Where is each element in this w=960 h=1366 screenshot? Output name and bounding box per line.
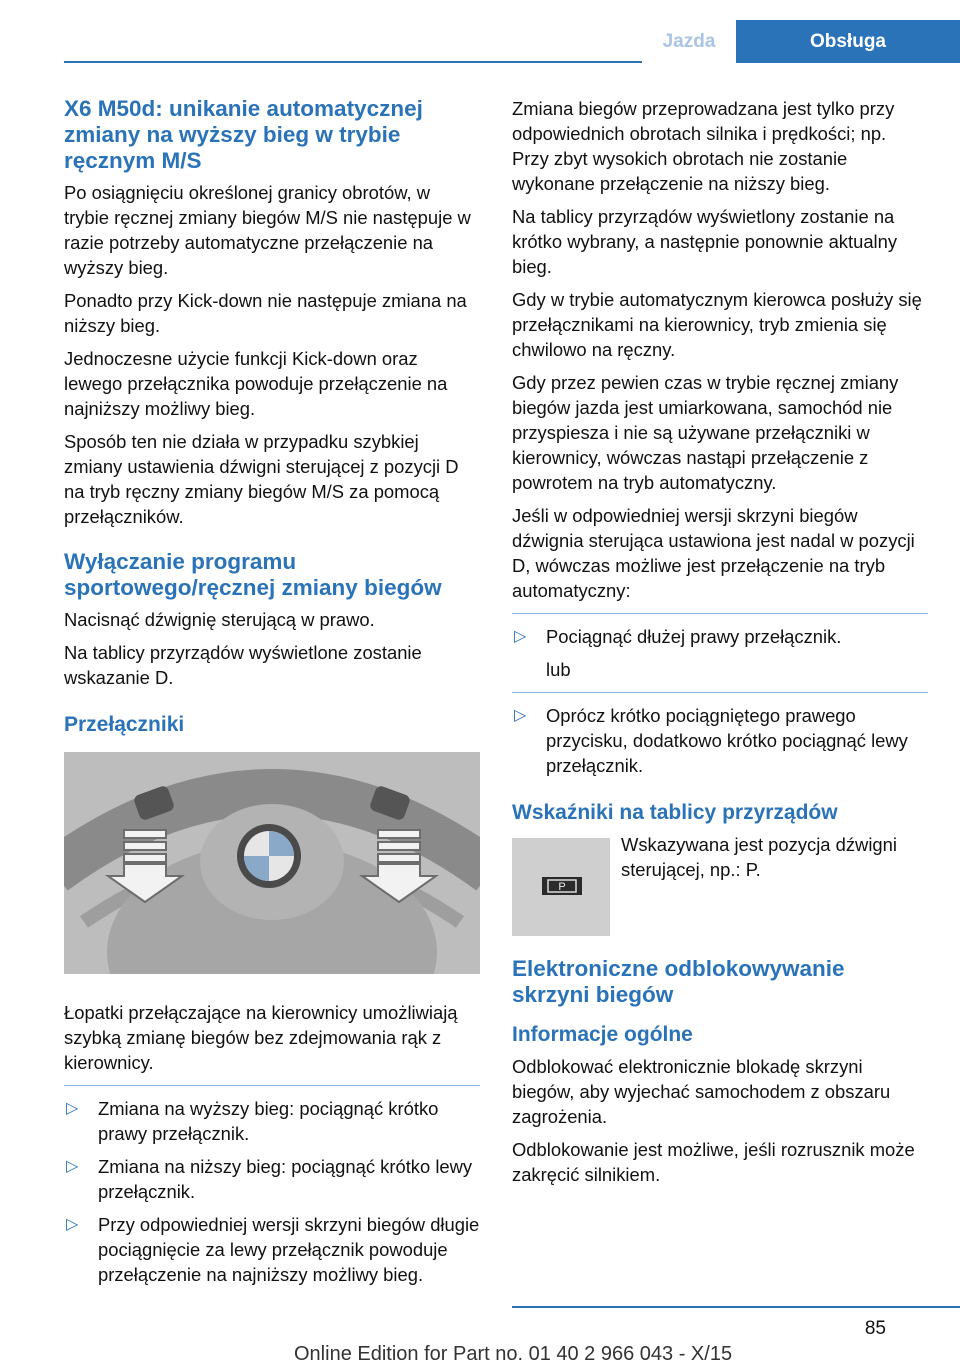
heading-electronic-unlock: Elektroniczne odblokowywanie skrzyni biegów	[512, 956, 845, 1007]
triangle-bullet-icon: ▷	[66, 1216, 79, 1233]
heading-m50d: X6 M50d: unikanie automatycznej zmiany na wyższy bieg w trybie ręcznym M/S	[64, 96, 423, 173]
tab-jazda[interactable]: Jazda	[642, 20, 736, 63]
heading-indicators: Wskaźniki na tablicy przyrządów	[512, 801, 838, 824]
list-item: ▷ Zmiana na niższy bieg: pociągnąć krótko lewy przełącznik.	[66, 1156, 473, 1202]
list-item: ▷ Przy odpowiedniej wersji skrzyni biegów długie pociągnięcie za lewy przełącznik powoduje przełączenie na najniższy możliwy bieg.	[66, 1214, 480, 1285]
paragraph: Odblokować elektronicznie blokadę skrzyni biegów, aby wyjechać samochodem z obszaru zagrożenia.	[512, 1056, 891, 1127]
triangle-bullet-icon: ▷	[66, 1100, 79, 1117]
bullet-list	[512, 624, 928, 649]
gear-position-display-icon	[512, 838, 610, 936]
list-item: ▷ Zmiana na wyższy bieg: pociągnąć krótko prawy przełącznik.	[66, 1098, 439, 1144]
paragraph: Jeśli w odpowiedniej wersji skrzyni biegów dźwignia sterująca ustawiona jest nadal w pozycji D, wówczas możliwe jest przełączenie na tryb automatyczny:	[512, 505, 915, 601]
page-number: 85	[864, 1318, 886, 1339]
right-column	[512, 96, 928, 1195]
paragraph: Po osiągnięciu określonej granicy obrotów, w trybie ręcznej zmiany biegów M/S nie następuje w razie potrzeby automatyczne przełączenie na wyższy bieg.	[64, 182, 471, 278]
heading-general-info: Informacje ogólne	[512, 1023, 693, 1046]
footer-rule	[512, 1306, 960, 1308]
paragraph: Na tablicy przyrządów wyświetlone zostanie wskazanie D.	[64, 642, 422, 688]
triangle-bullet-icon: ▷	[514, 628, 527, 645]
paragraph: Sposób ten nie działa w przypadku szybkiej zmiany ustawienia dźwigni sterującej z pozycji D na tryb ręczny zmiany biegów M/S za pomocą przełączników.	[64, 431, 459, 527]
list-item: ▷ Oprócz krótko pociągniętego prawego przycisku, dodatkowo krótko pociągnąć lewy przełącznik.	[514, 705, 908, 776]
list-item: ▷ Pociągnąć dłużej prawy przełącznik.	[514, 626, 842, 647]
paragraph: Gdy przez pewien czas w trybie ręcznej zmiany biegów jazda jest umiarkowana, samochód nie przyspiesza i nie są używane przełączniki w kierownicy, wówczas nastąpi przełączenie z powrotem na tryb automatyczny.	[512, 372, 899, 493]
heading-sport-off: Wyłączanie programu sportowego/ręcznej zmiany biegów	[64, 549, 442, 600]
list-separator	[64, 1085, 480, 1086]
paragraph: Nacisnąć dźwignię sterującą w prawo.	[64, 609, 375, 630]
list-separator	[512, 692, 928, 693]
triangle-bullet-icon: ▷	[514, 707, 527, 724]
paragraph: Ponadto przy Kick-down nie następuje zmiana na niższy bieg.	[64, 290, 467, 336]
tab-obsluga[interactable]: Obsługa	[736, 20, 960, 63]
triangle-bullet-icon: ▷	[66, 1158, 79, 1175]
online-edition-text: Online Edition for Part no. 01 40 2 966 043 - X/15	[294, 1343, 733, 1365]
heading-switches: Przełączniki	[64, 713, 185, 736]
steering-wheel-paddles-illustration	[64, 752, 480, 974]
paragraph: Odblokowanie jest możliwe, jeśli rozrusznik może zakręcić silnikiem.	[512, 1139, 915, 1185]
paragraph: Gdy w trybie automatycznym kierowca posłuży się przełącznikami na kierownicy, tryb zmienia się chwilowo na ręczny.	[512, 289, 922, 360]
paragraph: Wskazywana jest pozycja dźwigni sterującej, np.: P.	[621, 834, 897, 880]
gear-letter: P	[558, 881, 566, 893]
left-column	[64, 96, 480, 1295]
lub-text: lub	[546, 659, 571, 680]
bullet-list	[512, 703, 928, 778]
paragraph: Łopatki przełączające na kierownicy umożliwiają szybką zmianę biegów bez zdejmowania rąk z kierownicy.	[64, 1002, 458, 1073]
list-separator	[512, 613, 928, 614]
paragraph: Na tablicy przyrządów wyświetlony zostanie na krótko wybrany, a następnie ponownie aktualny bieg.	[512, 206, 898, 277]
paragraph: Jednoczesne użycie funkcji Kick-down oraz lewego przełącznika powoduje przełączenie na najniższy możliwy bieg.	[64, 348, 448, 419]
bullet-list	[64, 1096, 480, 1287]
paragraph: Zmiana biegów przeprowadzana jest tylko przy odpowiednich obrotach silnika i prędkości; np. Przy zbyt wysokich obrotach nie zostanie wykonane przełączenie na niższy bieg.	[512, 98, 895, 194]
indicator-row	[512, 832, 928, 936]
